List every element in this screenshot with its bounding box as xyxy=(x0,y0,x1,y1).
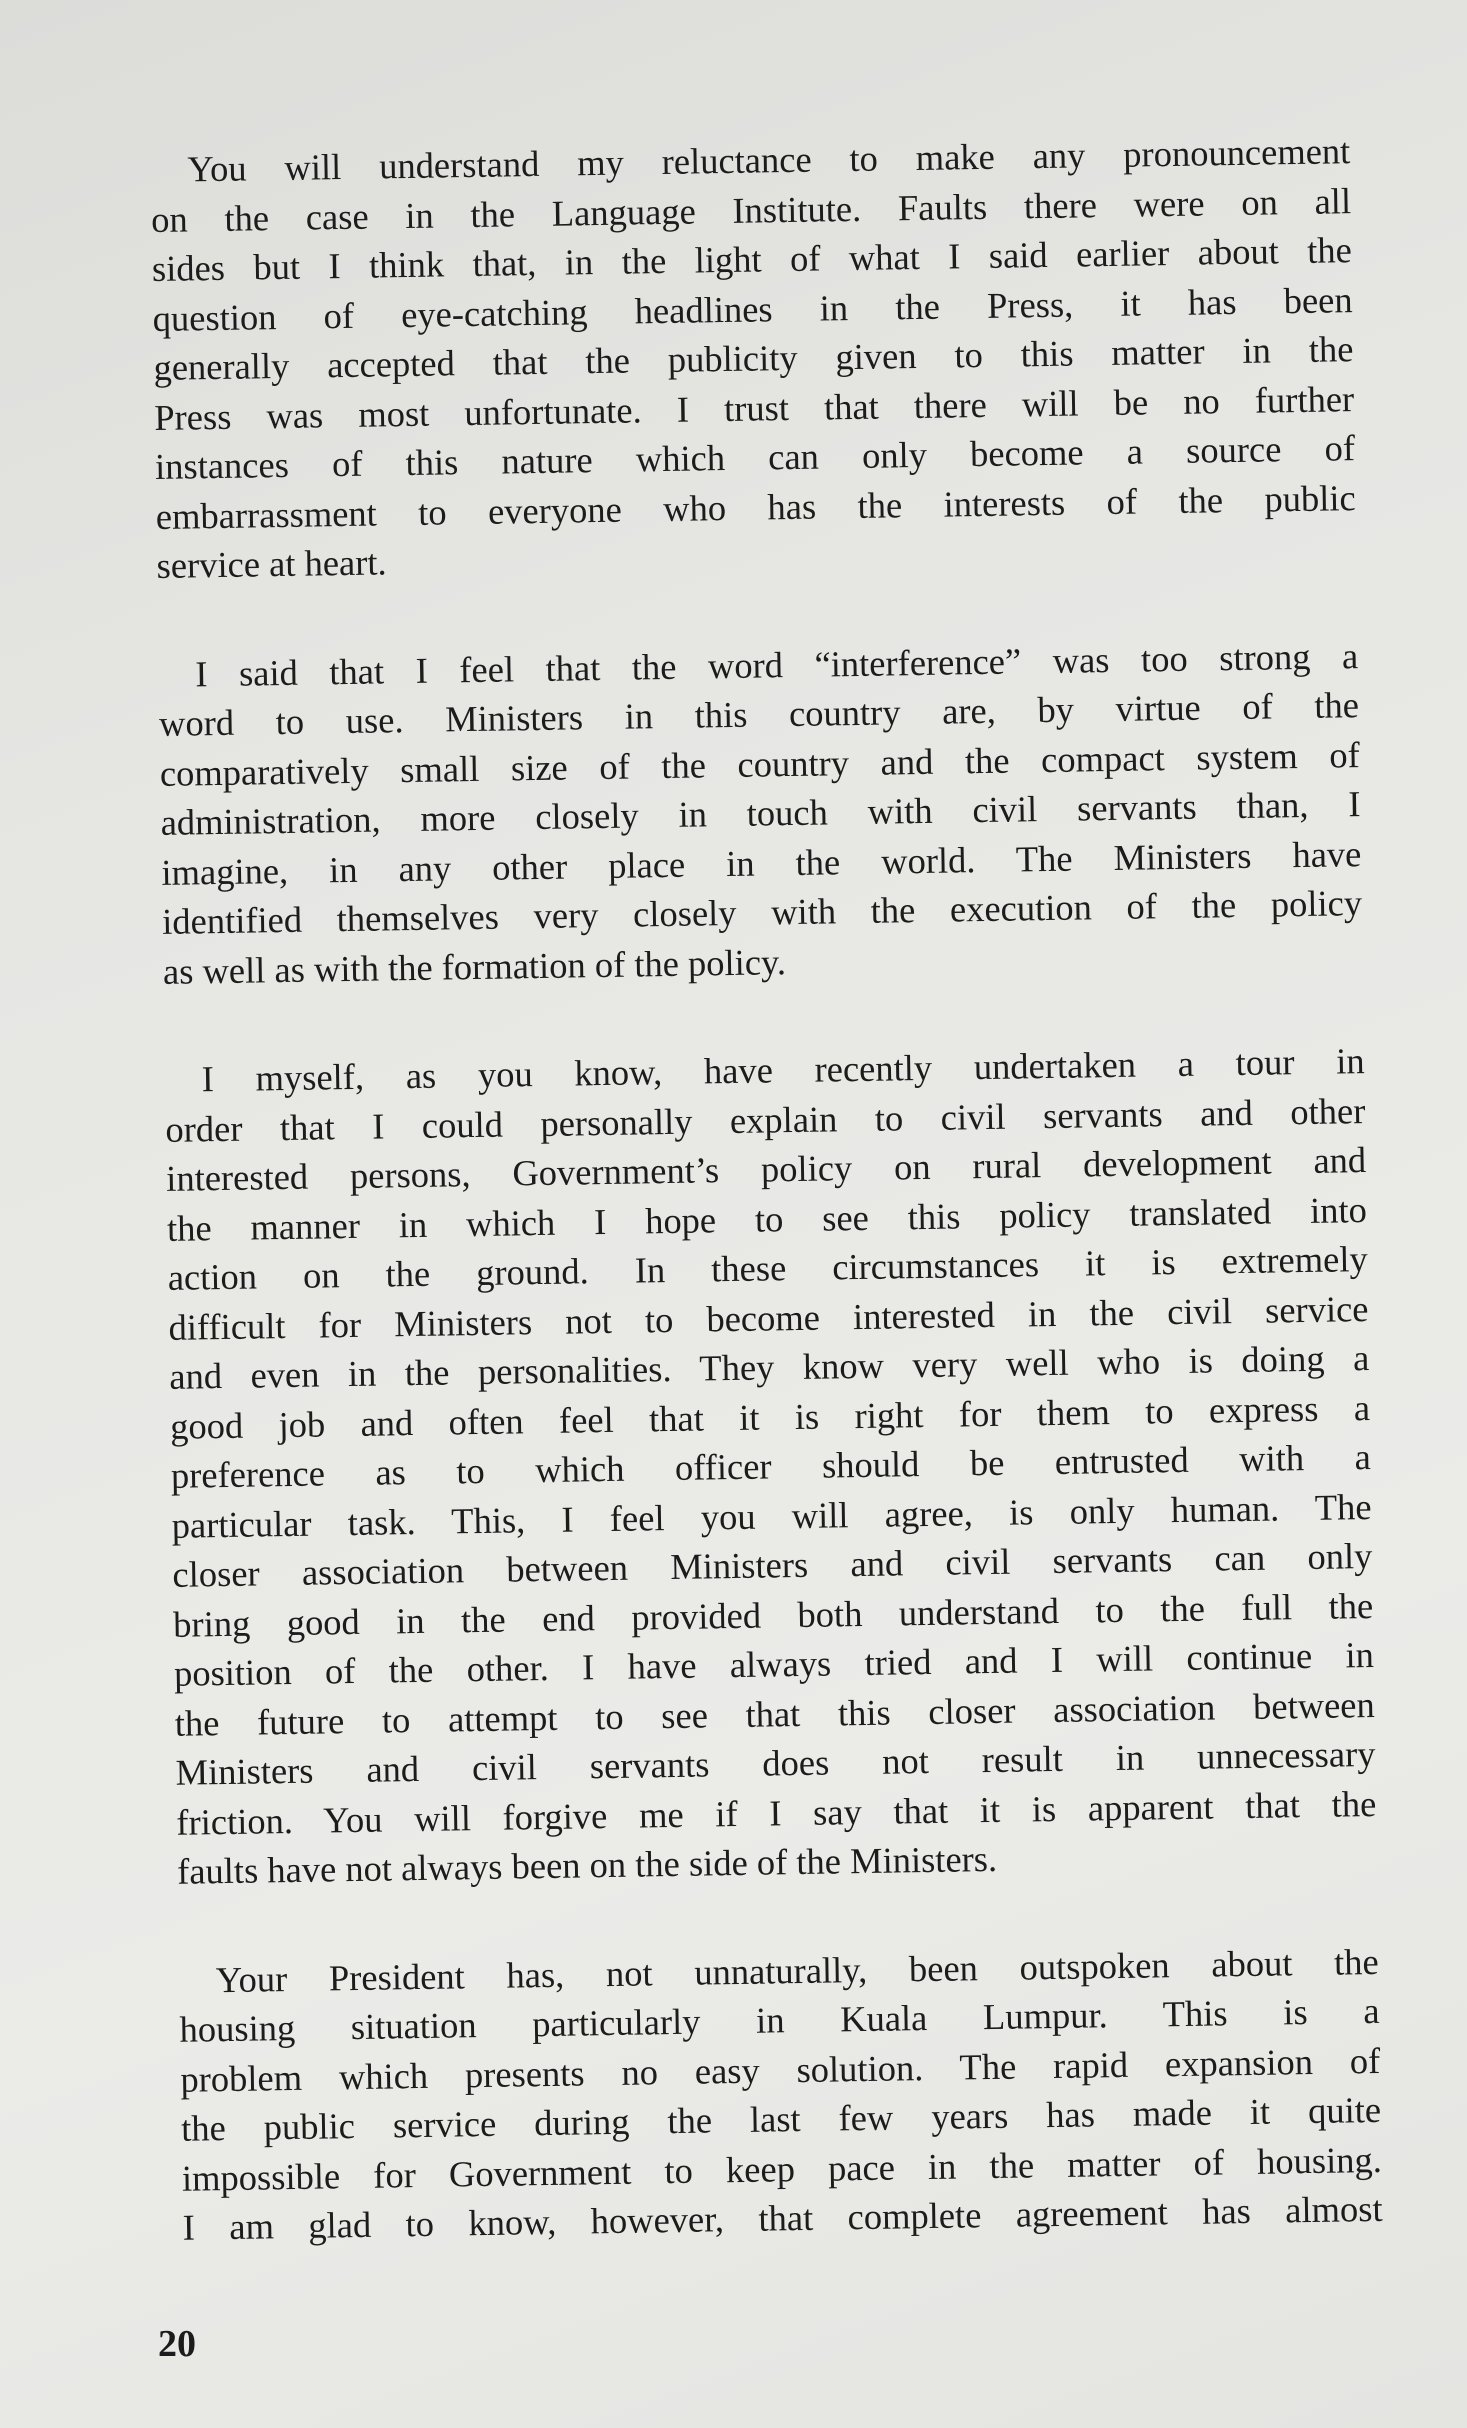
text-line: and even in the personalities. They know very well who is doing a xyxy=(169,1337,1370,1397)
text-line: I am glad to know, however, that complete agreement has almost xyxy=(182,2187,1383,2248)
text-line: on the case in the Language Institute. Faults there were on all xyxy=(150,179,1352,240)
text-line: word to use. Ministers in this country are, by virtue of the xyxy=(158,684,1360,744)
text-line: the future to attempt to see that this closer association between xyxy=(174,1683,1375,1744)
text-line: position of the other. I have always tried and I will continue in xyxy=(173,1633,1375,1694)
text-line: friction. You will forgive me if I say that it is apparent that the xyxy=(176,1782,1377,1843)
text-line: as well as with the formation of the policy. xyxy=(162,940,787,992)
text-line: identified themselves very closely with the execution of the policy xyxy=(161,882,1363,942)
text-line: question of eye-catching headlines in the Press, it has been xyxy=(152,278,1353,339)
text-line: I said that I feel that the word “interference” was too strong a xyxy=(194,634,1359,694)
text-line: generally accepted that the publicity given to this matter in the xyxy=(153,328,1354,388)
text-line: I myself, as you know, have recently undertaken a tour in xyxy=(201,1040,1365,1100)
text-line: comparatively small size of the country and the compact system of xyxy=(159,733,1361,794)
text-line: service at heart. xyxy=(156,541,387,586)
text-line: Press was most unfortunate. I trust that there will be no further xyxy=(153,377,1355,438)
text-line: administration, more closely in touch with civil servants than, I xyxy=(160,783,1361,843)
text-line: action on the ground. In these circumstances it is extremely xyxy=(167,1238,1368,1298)
text-line: bring good in the end provided both understand to the full the xyxy=(172,1584,1374,1645)
text-line: Ministers and civil servants does not result in unnecessary xyxy=(175,1732,1376,1793)
page-number: 20 xyxy=(158,2323,196,2365)
text-line: problem which presents no easy solution. The rapid expansion of xyxy=(180,2039,1381,2100)
text-line: instances of this nature which can only become a source of xyxy=(154,427,1356,487)
text-line: housing situation particularly in Kuala Lumpur. This is a xyxy=(179,1989,1380,2050)
text-line: preference as to which officer should be entrusted with a xyxy=(170,1435,1372,1496)
paragraph xyxy=(158,631,1363,996)
paragraph xyxy=(178,1936,1383,2252)
text-line: faults have not always been on the side of the Ministers. xyxy=(176,1837,998,1892)
text-line: the manner in which I hope to see this policy translated into xyxy=(166,1188,1368,1249)
text-line: closer association between Ministers and civil servants can only xyxy=(172,1534,1373,1595)
text-line: Your President has, not unnaturally, been outspoken about the xyxy=(215,1940,1379,2000)
text-line: interested persons, Government’s policy on rural development and xyxy=(165,1139,1367,1199)
body-text xyxy=(150,126,1384,2311)
text-line: the public service during the last few years has made it quite xyxy=(180,2088,1382,2149)
text-line: impossible for Government to keep pace in the matter of housing. xyxy=(181,2138,1383,2199)
text-line: order that I could personally explain to civil servants and other xyxy=(165,1089,1366,1150)
paragraph xyxy=(164,1036,1377,1896)
text-line: good job and often feel that it is right for them to express a xyxy=(169,1386,1371,1447)
text-line: particular task. This, I feel you will agree, is only human. The xyxy=(171,1485,1372,1546)
text-line: You will understand my reluctance to make any pronouncement xyxy=(187,130,1351,190)
text-line: difficult for Ministers not to become interested in the civil service xyxy=(168,1287,1369,1348)
paragraph xyxy=(150,126,1357,590)
text-line: sides but I think that, in the light of what I said earlier about the xyxy=(151,229,1353,289)
text-line: embarrassment to everyone who has the interests of the public xyxy=(155,476,1357,537)
text-line: imagine, in any other place in the world. The Ministers have xyxy=(161,832,1362,893)
